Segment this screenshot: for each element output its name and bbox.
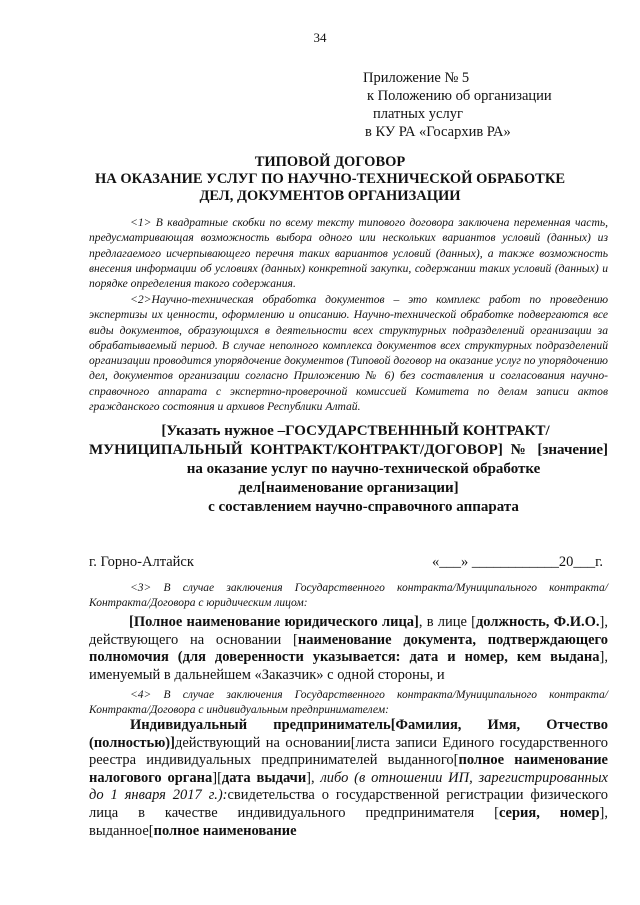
footnote-2: <2>Научно-техническая обработка документов – это комплекс работ по проведению экспертизы их ценности, оформлению и описанию. Научно-технической обработке подвергаются все виды документов, образующихся в деятельности всех структурных подразделений организации за обрабатываемый период. В случае неполного комплекса документов всех структурных подразделений организации проводится упорядочение документов (Типовой договор на оказание услуг по упорядочению дел, документов организации согласно Приложению № 6) без составления и согласования научно-справочного аппарата с экспертно-проверочной комиссией Комитета по делам записи актов гражданского состояния и архивов Республики Алтай. (89, 293, 608, 414)
issuer-name: полное наименование (153, 822, 297, 839)
authority-document: наименование документа, подтверждающего полномочия (для доверенности указывается: дата и номер, кем выдана (89, 631, 608, 666)
annex-header (363, 69, 552, 141)
series-number: серия, номер (498, 804, 600, 821)
title-line: НА ОКАЗАНИЕ УСЛУГ ПО НАУЧНО-ТЕХНИЧЕСКОЙ ОБРАБОТКЕ (94, 171, 566, 187)
date-placeholder: «___» ____________20___г. (432, 554, 604, 570)
annex-line: платных услуг (373, 106, 463, 122)
entrepreneur-paragraph: Индивидуальный предприниматель[Фамилия, Имя, Отчество (полностью)]действующий на основании[листа записи Единого государственного реестра индивидуальных предпринимателей выданного[полное наименование налогового органа][дата выдачи], либо (в отношении ИП, зарегистрированных до 1 января 2017 г.):свидетельства о государственной регистрации физического лица в качестве индивидуального предпринимателя [серия, номер], выданное[полное наименование (89, 717, 608, 839)
contract-title-line: с составлением научно-справочного аппарата (208, 499, 519, 515)
tax-authority: полное наименование налогового органа (89, 752, 608, 786)
contract-title-line: МУНИЦИПАЛЬНЫЙ КОНТРАКТ/КОНТРАКТ/ДОГОВОР] № [значение] (89, 442, 608, 458)
issue-date: дата выдачи (221, 769, 307, 786)
contract-title-line: [Указать нужное –ГОСУДАРСТВЕНННЫЙ КОНТРАКТ/ (161, 423, 550, 439)
note-4: <4> В случае заключения Государственного контракта/Муниципального контракта/Контракта/Договора с индивидуальным предпринимателем: (89, 689, 608, 716)
footnote-1: <1> В квадратные скобки по всему тексту типового договора заключена переменная часть, предусматривающая возможность выбора одного или нескольких вариантов условий (данных) из предлагаемого исчерпывающего перечня таких вариантов условий (данных), а также возможность внесения информации об условиях (данных) конкретной закупки, содержании таких условий (данных) и порядке определения такого содержания. (89, 216, 608, 291)
customer-paragraph: [Полное наименование юридического лица], в лице [должность, Ф.И.О.], действующего на основании [наименование документа, подтверждающего полномочия (для доверенности указывается: дата и номер, кем выдана], именуемый в дальнейшем «Заказчик» с одной стороны, и (89, 614, 608, 683)
entrepreneur-name: Индивидуальный предприниматель[Фамилия, Имя, Отчество (полностью)] (89, 717, 608, 751)
city-label: г. Горно-Алтайск (89, 554, 194, 570)
contract-title (89, 422, 608, 517)
annex-line: в КУ РА «Госархив РА» (365, 124, 511, 140)
note-3: <3> В случае заключения Государственного контракта/Муниципального контракта/Контракта/Договора с юридическим лицом: (89, 582, 608, 609)
position-name: должность, Ф.И.О. (475, 614, 600, 630)
contract-title-line: дел[наименование организации] (238, 480, 459, 496)
annex-line: к Положению об организации (367, 88, 552, 104)
page-number: 34 (313, 30, 327, 45)
legal-entity-name: [Полное наименование юридического лица] (129, 614, 419, 630)
title-line: ДЕЛ, ДОКУМЕНТОВ ОРГАНИЗАЦИИ (199, 188, 461, 204)
annex-line: Приложение № 5 (363, 70, 470, 86)
title-line: ТИПОВОЙ ДОГОВОР (254, 154, 406, 170)
contract-title-line: на оказание услуг по научно-технической обработке (186, 461, 541, 477)
legacy-note: либо (в отношении ИП, зарегистрированных до 1 января 2017 г.): (89, 769, 608, 804)
document-title (60, 154, 600, 205)
